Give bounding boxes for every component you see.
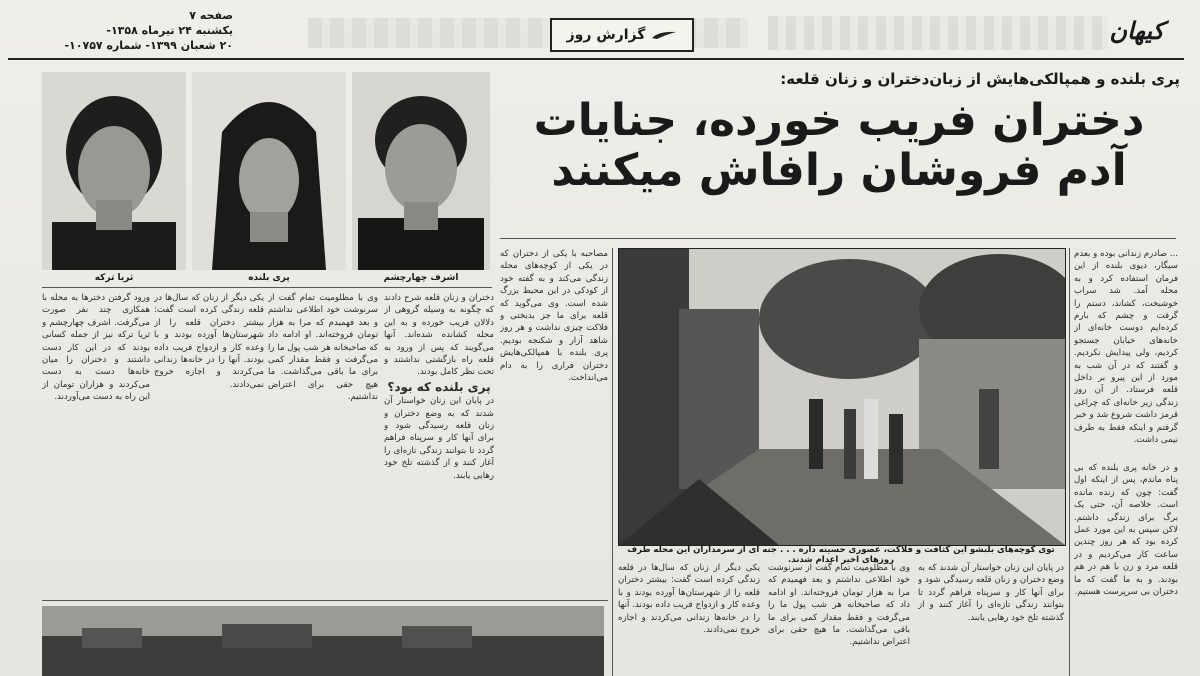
paragraph: دختران و زنان قلعه شرح دادند که چگونه به وسیله گروهی از دلالان فریب خورده و به این محله کشانده شده‌اند. آنها می‌گویند که پس از ورود به قلعه راه بازگشتی نداشتند و تحت نظر کامل بودند. bbox=[384, 293, 494, 378]
portrait-caption-2: پری بلنده bbox=[248, 273, 290, 283]
headline-kicker: پری بلنده و همپالکی‌هایش از زبان‌دختران و زنان قلعه: bbox=[780, 70, 1180, 88]
text-column-left-2 bbox=[268, 292, 378, 598]
text-column-left-4 bbox=[42, 292, 150, 598]
text-column-right-b bbox=[1074, 462, 1178, 676]
divider bbox=[42, 600, 608, 601]
paragraph: و در خانه پری بلنده که بی پناه ماندم، پس از اینکه اول گفت: چون که زنده مانده است. خلاصه آن، حتی یک برگ برای زندگی داشتم. لاکن سپس به این مورد عمل کرده بود که هر روز چندین ساعت کار می‌کردیم و در قلعه مرد و زن با هم در هم بودند. و به ما گفت که ما دختران بی سرپرست هستیم. bbox=[1074, 463, 1178, 598]
text-column-left-3 bbox=[154, 292, 264, 598]
text-column-bottom-1 bbox=[618, 562, 760, 676]
paragraph: یکی دیگر از زنان که سال‌ها در قلعه زندگی کرده است گفت: بیشتر دختران قلعه را از شهرستان‌ها آورده بودند و با وعده کار و ازدواج فریب داده بودند. آنها را در خانه‌ها زندانی می‌کردند و اجازه خروج نمی‌دادند. bbox=[154, 293, 264, 390]
portrait-photo-3 bbox=[352, 72, 490, 270]
date-block bbox=[48, 8, 233, 53]
headline-line-1: دختران فریب خورده، جنایات bbox=[533, 95, 1145, 146]
paragraph: وی با مظلومیت تمام گفت از سرنوشت خود اطلاعی نداشتم و بعد فهمیدم که مرا به هزار تومان فروخته‌اند. او ادامه داد که صاحبخانه هر شب پول ما را می‌گرفت و فقط مقدار کمی برای ما باقی می‌گذاشت. ما هیچ حقی برای اعتراض نداشتیم. bbox=[768, 563, 910, 648]
paragraph: یکی دیگر از زنان که سال‌ها در قلعه زندگی کرده است گفت: بیشتر دختران قلعه را از شهرستان‌ها آورده بودند و با وعده کار و ازدواج فریب داده بودند. آنها را در خانه‌ها زندانی می‌کردند و اجازه خروج نمی‌دادند. bbox=[618, 563, 760, 636]
page-number: صفحه ۷ bbox=[189, 9, 233, 22]
divider bbox=[42, 287, 492, 288]
text-column-bottom-2 bbox=[768, 562, 910, 676]
column-rule bbox=[1069, 248, 1070, 676]
headline-line-2: آدم فروشان رافاش میکنند bbox=[551, 145, 1127, 196]
street-photo bbox=[618, 248, 1066, 546]
paragraph: در پایان این زنان خواستار آن شدند که به وضع دختران و زنان قلعه رسیدگی شود و برای آنها کار و سرپناه فراهم گردد تا بتوانند زندگی تازه‌ای را آغاز کنند و از گذشته تلخ خود رهایی یابند. bbox=[384, 396, 494, 481]
section-label: گزارش روز bbox=[566, 27, 646, 43]
paragraph: ورود گرفتن دخترها به محله با همکاری چند نفر صورت می‌گرفت. اشرف چهارچشم و ثریا ترکه نیز از جمله کسانی بودند که در این کار دست داشتند و دختران را میان خانه‌ها دست به دست می‌کردند و هزاران تومان از این راه به دست می‌آوردند. bbox=[42, 293, 150, 403]
portrait-caption-1: ثریا ترکه bbox=[94, 273, 134, 283]
portrait-caption-3: اشرف چهارچشم bbox=[383, 273, 459, 283]
masthead: کیهان bbox=[1109, 16, 1164, 45]
faded-header-text-2 bbox=[768, 16, 1108, 50]
paragraph: مصاحبه با یکی از دختران که در یکی از کوچه‌های محله زندگی می‌کند و به گفته خود از کودکی در این محیط بزرگ شده است. وی می‌گوید که قلعه برای ما جز بدبختی و فلاکت چیزی نداشت و هر روز شاهد آزار و شکنجه بودیم. پری بلنده با همپالکی‌هایش دختران فراری را به دام می‌انداخت. bbox=[500, 249, 608, 384]
page-header bbox=[8, 6, 1184, 60]
headline bbox=[498, 96, 1180, 196]
portrait-photo-1 bbox=[42, 72, 186, 270]
subhead: پری بلنده که بود؟ bbox=[387, 379, 491, 394]
column-rule bbox=[612, 248, 613, 676]
quill-icon bbox=[651, 30, 677, 40]
date-line-2: ۲۰ شعبان ۱۳۹۹- شماره ۱۰۷۵۷- bbox=[64, 39, 233, 52]
street-photo-caption: توی کوچه‌های بلبشو این کثافت و فلاکت، عصوری حسینه داره . . . جنه ای از سرمداران این محله طرف روزهای اخیر اعدام شدند. bbox=[627, 545, 1055, 565]
paragraph: وی با مظلومیت تمام گفت از سرنوشت خود اطلاعی نداشتم و بعد فهمیدم که مرا به هزار تومان فروخته‌اند. او ادامه داد که صاحبخانه هر شب پول ما را می‌گرفت و فقط مقدار کمی برای ما باقی می‌گذاشت. ما هیچ حقی برای اعتراض نداشتیم. bbox=[268, 293, 378, 403]
text-column-bottom-3 bbox=[918, 562, 1064, 676]
portrait-photo-2 bbox=[192, 72, 346, 270]
text-column-right bbox=[1074, 248, 1178, 458]
paragraph: ... صادرم زندانی بوده و بعدم سیگار، دیوی بلنده از این فرمان استفاده کرد و به محله آمد. شد سراب خوشبخت، کشاند، دستم را گرفت و چشم که بارم کرده‌ایم دوست خانه‌ای از خانه‌های خیابان جستجو کردیم، ولی پیدایش نکردیم. و گفتند که در آن شب به مورد از این پیرو بر داخل قلعه فرستاد. از آن روز زندگی زیر خانه‌ای که چراغی قرمز داشت شروع شد و خبر گرفتم و اینکه فقط به طرف نیمی داشت. bbox=[1074, 249, 1178, 446]
section-label-box bbox=[550, 18, 694, 52]
text-column-mid bbox=[500, 248, 608, 600]
divider bbox=[500, 238, 1176, 239]
bottom-photo bbox=[42, 606, 604, 676]
date-line-1: یکشنبه ۲۴ تیرماه ۱۳۵۸- bbox=[106, 24, 233, 37]
text-column-left-1 bbox=[384, 292, 494, 598]
paragraph: در پایان این زنان خواستار آن شدند که به وضع دختران و زنان قلعه رسیدگی شود و برای آنها کار و سرپناه فراهم گردد تا بتوانند زندگی تازه‌ای را آغاز کنند و از گذشته تلخ خود رهایی یابند. bbox=[918, 563, 1064, 623]
